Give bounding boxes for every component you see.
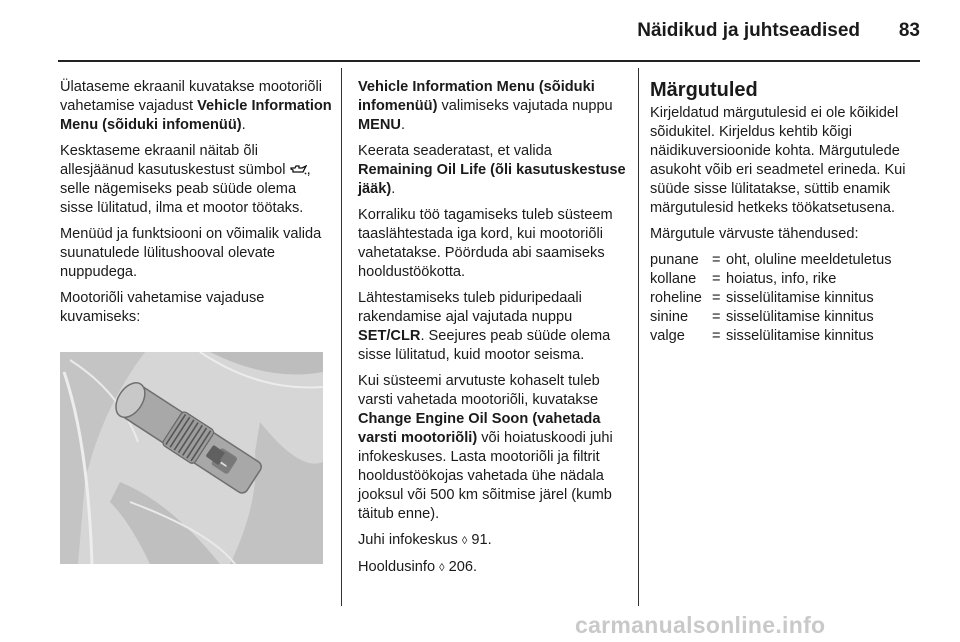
color-meaning: hoiatus, info, rike — [726, 271, 837, 287]
table-row — [650, 251, 892, 270]
col2-reference-driver-info: Juhi infokeskus ◊ 91. — [358, 532, 492, 548]
col3-paragraph-1: Kirjeldatud märgutulesid ei ole kõikidel sõidukitel. Kirjeldus kehtib kõigi näidikuversioonide kohta. Märgutulede asukoht võib eri seadmetel erineda. Kui süüde sisse lülitatakse, süttib enamik märgutulesid hetkeks töökatsetusena. — [650, 105, 906, 216]
col2-paragraph-4: Lähtestamiseks tuleb piduripedaali rakendamise ajal vajutada nuppu SET/CLR. Seejures peab süüde olema sisse lülitatud, kuid mootor seisma. — [358, 290, 611, 363]
turn-signal-stalk-illustration — [60, 352, 323, 564]
column-2 — [358, 78, 626, 585]
table-row — [650, 270, 892, 289]
color-meaning: sisselülitamise kinnitus — [726, 309, 874, 325]
page-reference-icon: ◊ — [461, 535, 468, 547]
column-divider-right — [638, 68, 639, 606]
header-rule — [58, 60, 920, 62]
column-divider-left — [341, 68, 342, 606]
oil-can-icon — [290, 165, 307, 175]
color-name: roheline — [650, 290, 702, 306]
col2-paragraph-5: Kui süsteemi arvutuste kohaselt tuleb varsti vahetada mootoriõli, kuvatakse Change Engine Oil Soon (vahetada varsti mootoriõli) või hoiatuskoodi juhi infokeskuses. Lasta mootoriõli ja filtrit hooldustöökojas vahetada ühe nädala jooksul või 500 km sõitmise järel (kumb täitub enne). — [358, 373, 613, 522]
equals-sign: = — [712, 328, 721, 344]
page-number: 83 — [898, 20, 920, 41]
equals-sign: = — [712, 271, 721, 287]
equals-sign: = — [712, 290, 721, 306]
table-row — [650, 327, 892, 346]
col1-paragraph-2: Kesktaseme ekraanil näitab õli allesjäänud kasutuskestust sümbol , selle nägemiseks peab süüde olema sisse lülitatud, ilma et mootor töötaks. — [60, 143, 311, 216]
color-name: kollane — [650, 271, 697, 287]
color-meaning: oht, oluline meeldetuletus — [726, 252, 892, 268]
color-name: sinine — [650, 309, 689, 325]
table-row — [650, 289, 892, 308]
color-meaning: sisselülitamise kinnitus — [726, 328, 874, 344]
col1-paragraph-4: Mootoriõli vahetamise vajaduse kuvamiseks: — [60, 290, 265, 325]
col2-paragraph-3: Korraliku töö tagamiseks tuleb süsteem taaslähtestada iga kord, kui mootoriõli vahetatakse. Pöörduda abi saamiseks hooldustöökotta. — [358, 207, 613, 280]
equals-sign: = — [712, 252, 721, 268]
col2-paragraph-1: Vehicle Information Menu (sõiduki infomenüü) valimiseks vajutada nuppu MENU. — [358, 79, 613, 133]
column-1 — [60, 78, 332, 334]
col2-paragraph-2: Keerata seaderatast, et valida Remaining Oil Life (õli kasutuskestuse jääk). — [358, 143, 626, 197]
table-row — [650, 308, 892, 327]
page-header-title: Näidikud ja juhtseadised — [637, 20, 860, 41]
col1-paragraph-1: Ülataseme ekraanil kuvatakse mootoriõli vahetamise vajadust Vehicle Information Menu (sõiduki infomenüü). — [60, 79, 332, 133]
watermark: carmanualsonline.info — [575, 612, 826, 638]
color-meaning: sisselülitamise kinnitus — [726, 290, 874, 306]
col3-paragraph-2: Märgutule värvuste tähendused: — [650, 226, 859, 242]
page-reference-icon: ◊ — [439, 562, 445, 574]
equals-sign: = — [712, 309, 721, 325]
color-meaning-table — [650, 251, 892, 346]
column-3 — [650, 78, 920, 346]
col1-paragraph-3: Menüüd ja funktsiooni on võimalik valida suunatulede lülitushooval olevate nuppudega. — [60, 226, 322, 280]
section-heading: Märgutuled — [650, 79, 758, 101]
col2-reference-service-info: Hooldusinfo ◊ 206. — [358, 559, 478, 575]
color-name: punane — [650, 252, 699, 268]
color-name: valge — [650, 328, 685, 344]
